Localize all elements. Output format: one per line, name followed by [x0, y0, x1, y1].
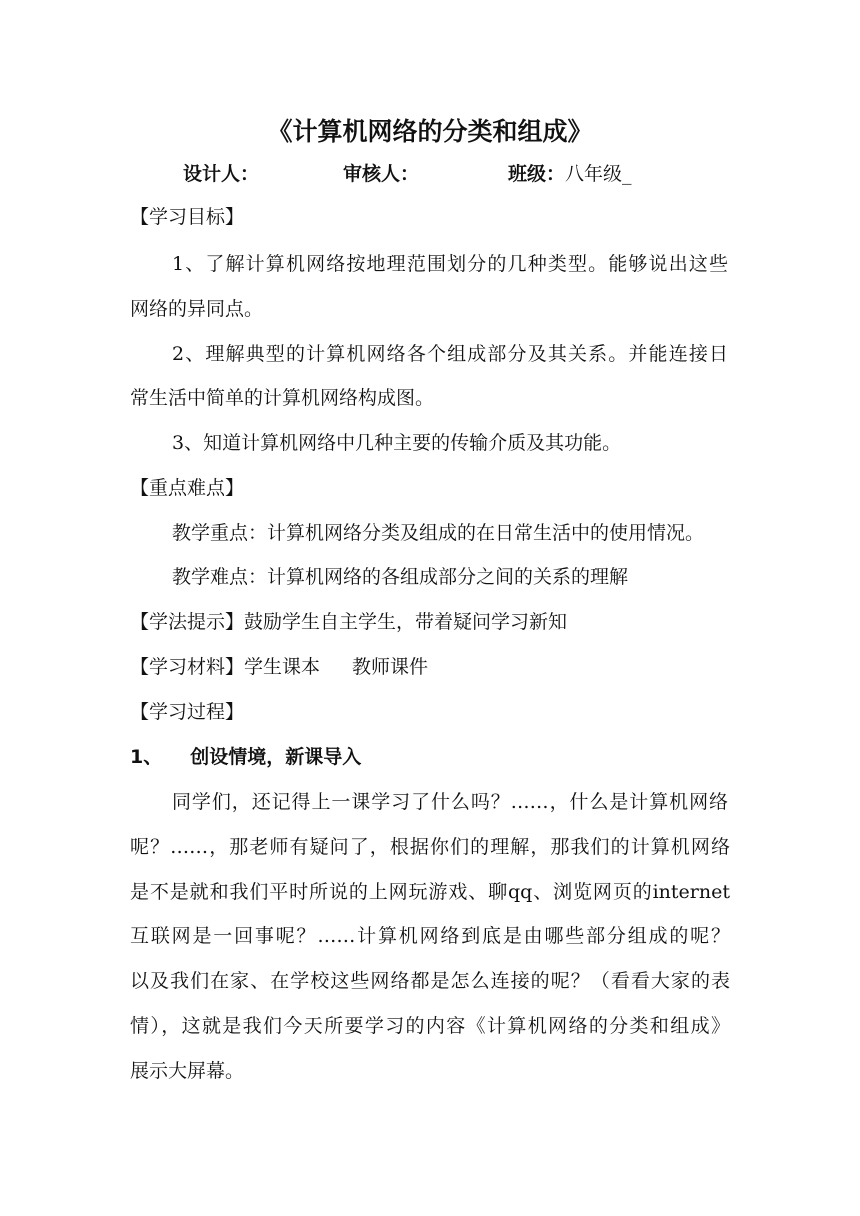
objective-3: 3、知道计算机网络中几种主要的传输介质及其功能。: [172, 432, 622, 454]
step-1-heading: [130, 743, 730, 771]
objective-1-line-1: [172, 250, 728, 278]
objective-1-line-2: 网络的异同点。: [130, 298, 264, 320]
materials-text-2: 教师课件: [352, 656, 429, 678]
objective-1-line-1-text: 1、了解计算机网络按地理范围划分的几种类型。能够说出这些: [172, 253, 728, 275]
difficult-point: 教学难点：计算机网络的各组成部分之间的关系的理解: [172, 566, 629, 588]
paragraph-line-6: [130, 1012, 730, 1040]
step-1-number: 1、: [130, 746, 163, 768]
paragraph-line-5-text: 以及我们在家、在学校这些网络都是怎么连接的呢？（看看大家的表: [130, 970, 730, 992]
paragraph-line-2-text: 呢？……，那老师有疑问了，根据你们的理解，那我们的计算机网络: [130, 836, 730, 858]
designer-label: [183, 159, 259, 186]
paragraph-line-4: [130, 922, 730, 950]
class-value: 八年级_: [565, 163, 632, 185]
paragraph-line-2: [130, 833, 730, 861]
objectives-heading: 【学习目标】: [130, 206, 245, 228]
paragraph-line-7: 展示大屏幕。: [130, 1060, 245, 1082]
class-label: 班级：: [508, 163, 566, 185]
materials-line: [130, 653, 730, 681]
paragraph-line-1-text: 同学们，还记得上一课学习了什么吗？……，什么是计算机网络: [172, 791, 728, 813]
reviewer-label-text: 审核人：: [343, 163, 420, 185]
paragraph-line-1: [172, 788, 728, 816]
paragraph-line-3-text: 是不是就和我们平时所说的上网玩游戏、聊qq、浏览网页的internet: [130, 881, 730, 903]
method-text: 鼓励学生自主学生，带着疑问学习新知: [244, 611, 568, 633]
method-line: [130, 608, 730, 636]
process-heading: 【学习过程】: [130, 701, 245, 723]
materials-heading: 【学习材料】: [130, 656, 245, 678]
method-heading: 【学法提示】: [130, 611, 245, 633]
materials-text-1: 学生课本: [244, 656, 321, 678]
paragraph-line-5: [130, 967, 730, 995]
key-points-heading: 【重点难点】: [130, 477, 245, 499]
paragraph-line-4-text: 互联网是一回事呢？……计算机网络到底是由哪些部分组成的呢？: [130, 925, 730, 947]
key-point: 教学重点：计算机网络分类及组成的在日常生活中的使用情况。: [172, 522, 705, 544]
reviewer-label: [343, 159, 419, 186]
objective-2-line-1: [172, 340, 728, 368]
class-field: [508, 159, 632, 186]
document-title: 《计算机网络的分类和组成》: [267, 117, 593, 146]
objective-2-line-1-text: 2、理解典型的计算机网络各个组成部分及其关系。并能连接日: [172, 343, 728, 365]
designer-label-text: 设计人：: [183, 163, 260, 185]
paragraph-line-3: [130, 878, 730, 906]
objective-2-line-2: 常生活中简单的计算机网络构成图。: [130, 387, 435, 409]
step-1-title: 创设情境，新课导入: [190, 746, 362, 768]
paragraph-line-6-text: 情），这就是我们今天所要学习的内容《计算机网络的分类和组成》: [130, 1015, 730, 1037]
